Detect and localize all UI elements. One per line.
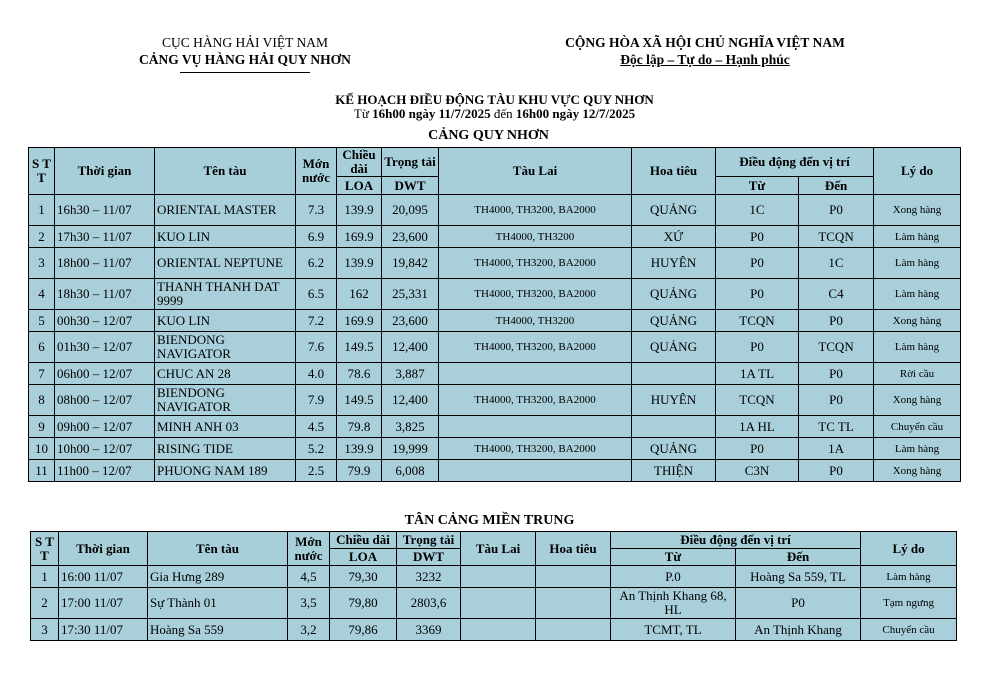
national-header xyxy=(535,34,875,68)
col-stt: S T T xyxy=(31,532,59,566)
cell-dwt: 23,600 xyxy=(382,310,439,332)
port-authority-name: CẢNG VỤ HÀNG HẢI QUY NHƠN xyxy=(139,52,351,67)
cell-reason: Làm hàng xyxy=(874,248,961,279)
cell-to: TCQN xyxy=(799,226,874,248)
cell-dwt: 12,400 xyxy=(382,385,439,416)
cell-time: 10h00 – 12/07 xyxy=(55,438,155,460)
col-tonnage: Trọng tải xyxy=(397,532,461,549)
table-row xyxy=(31,588,957,619)
cell-time: 17h30 – 11/07 xyxy=(55,226,155,248)
cell-to: P0 xyxy=(736,588,861,619)
table-row xyxy=(29,226,961,248)
section-title-cang-quy-nhon: CẢNG QUY NHƠN xyxy=(428,128,549,143)
cell-tug: TH4000, TH3200 xyxy=(439,226,632,248)
cell-dwt: 20,095 xyxy=(382,195,439,226)
table-row xyxy=(31,619,957,641)
cell-time: 09h00 – 12/07 xyxy=(55,416,155,438)
col-tug: Tàu Lai xyxy=(461,532,536,566)
cell-dwt: 6,008 xyxy=(382,460,439,482)
table-row xyxy=(29,416,961,438)
cell-reason: Làm hàng xyxy=(874,332,961,363)
cell-draft: 4,5 xyxy=(288,566,330,588)
table-row xyxy=(29,363,961,385)
cell-loa: 139.9 xyxy=(337,248,382,279)
cell-dwt: 25,331 xyxy=(382,279,439,310)
cell-pilot xyxy=(632,416,716,438)
cell-dwt: 3,887 xyxy=(382,363,439,385)
cell-draft: 7.6 xyxy=(296,332,337,363)
national-motto: Độc lập – Tự do – Hạnh phúc xyxy=(620,52,790,67)
cell-pilot: HUYÊN xyxy=(632,385,716,416)
cell-reason: Rời cầu xyxy=(874,363,961,385)
table-row xyxy=(29,310,961,332)
table-row xyxy=(31,566,957,588)
col-pilot: Hoa tiêu xyxy=(536,532,611,566)
cell-ship: PHUONG NAM 189 xyxy=(155,460,296,482)
cell-stt: 3 xyxy=(31,619,59,641)
cell-time: 18h00 – 11/07 xyxy=(55,248,155,279)
col-time: Thời gian xyxy=(59,532,148,566)
cell-draft: 3,5 xyxy=(288,588,330,619)
col-draft: Mớn nước xyxy=(288,532,330,566)
cell-to: C4 xyxy=(799,279,874,310)
col-move: Điều động đến vị trí xyxy=(611,532,861,549)
cell-ship: Gia Hưng 289 xyxy=(148,566,288,588)
schedule-rows-tan-cang-mien-trung xyxy=(31,566,957,641)
cell-ship: ORIENTAL MASTER xyxy=(155,195,296,226)
section-title-tan-cang-mien-trung: TÂN CẢNG MIỀN TRUNG xyxy=(404,513,575,528)
cell-time: 18h30 – 11/07 xyxy=(55,279,155,310)
cell-ship: ORIENTAL NEPTUNE xyxy=(155,248,296,279)
cell-tug xyxy=(439,363,632,385)
col-length: Chiều dài xyxy=(337,148,382,177)
table-row xyxy=(29,460,961,482)
cell-ship: BIENDONG NAVIGATOR xyxy=(155,332,296,363)
cell-ship: CHUC AN 28 xyxy=(155,363,296,385)
cell-pilot xyxy=(536,588,611,619)
cell-reason: Làm hàng xyxy=(874,226,961,248)
cell-tug xyxy=(461,566,536,588)
cell-loa: 169.9 xyxy=(337,226,382,248)
cell-stt: 8 xyxy=(29,385,55,416)
cell-stt: 9 xyxy=(29,416,55,438)
cell-loa: 169.9 xyxy=(337,310,382,332)
cell-to: P0 xyxy=(799,310,874,332)
cell-pilot: HUYÊN xyxy=(632,248,716,279)
col-to: Đến xyxy=(799,177,874,195)
cell-loa: 149.5 xyxy=(337,385,382,416)
cell-reason: Xong hàng xyxy=(874,310,961,332)
col-ship: Tên tàu xyxy=(148,532,288,566)
cell-from: P0 xyxy=(716,438,799,460)
col-from: Từ xyxy=(716,177,799,195)
cell-to: TC TL xyxy=(799,416,874,438)
col-ship: Tên tàu xyxy=(155,148,296,195)
cell-from: TCQN xyxy=(716,310,799,332)
cell-reason: Tạm ngưng xyxy=(861,588,957,619)
cell-draft: 2.5 xyxy=(296,460,337,482)
cell-from: P0 xyxy=(716,248,799,279)
cell-to: 1C xyxy=(799,248,874,279)
cell-stt: 6 xyxy=(29,332,55,363)
table-row xyxy=(29,279,961,310)
table-row xyxy=(29,248,961,279)
cell-loa: 78.6 xyxy=(337,363,382,385)
col-loa: LOA xyxy=(330,549,397,566)
cell-loa: 79,80 xyxy=(330,588,397,619)
cell-to: P0 xyxy=(799,195,874,226)
cell-stt: 1 xyxy=(29,195,55,226)
col-time: Thời gian xyxy=(55,148,155,195)
cell-stt: 7 xyxy=(29,363,55,385)
cell-tug: TH4000, TH3200, BA2000 xyxy=(439,248,632,279)
cell-draft: 6.9 xyxy=(296,226,337,248)
cell-pilot xyxy=(536,619,611,641)
table-row xyxy=(29,195,961,226)
cell-ship: KUO LIN xyxy=(155,310,296,332)
cell-dwt: 3232 xyxy=(397,566,461,588)
cell-to: 1A xyxy=(799,438,874,460)
cell-dwt: 19,999 xyxy=(382,438,439,460)
cell-dwt: 12,400 xyxy=(382,332,439,363)
cell-draft: 4.5 xyxy=(296,416,337,438)
cell-from: 1A TL xyxy=(716,363,799,385)
document-period: Từ 16h00 ngày 11/7/2025 đến 16h00 ngày 12/7/2025 xyxy=(353,106,636,121)
cell-draft: 6.5 xyxy=(296,279,337,310)
cell-time: 08h00 – 12/07 xyxy=(55,385,155,416)
cell-ship: RISING TIDE xyxy=(155,438,296,460)
cell-loa: 149.5 xyxy=(337,332,382,363)
cell-reason: Làm hàng xyxy=(874,279,961,310)
cell-from: TCMT, TL xyxy=(611,619,736,641)
period-start: 16h00 ngày 11/7/2025 xyxy=(372,106,491,121)
cell-tug: TH4000, TH3200, BA2000 xyxy=(439,332,632,363)
cell-dwt: 19,842 xyxy=(382,248,439,279)
header-divider xyxy=(180,72,310,73)
cell-loa: 139.9 xyxy=(337,195,382,226)
col-pilot: Hoa tiêu xyxy=(632,148,716,195)
cell-pilot: QUẢNG xyxy=(632,438,716,460)
cell-pilot: THIỆN xyxy=(632,460,716,482)
cell-to: P0 xyxy=(799,460,874,482)
col-to: Đến xyxy=(736,549,861,566)
cell-from: P0 xyxy=(716,226,799,248)
cell-pilot: QUẢNG xyxy=(632,332,716,363)
cell-tug xyxy=(439,460,632,482)
cell-dwt: 3369 xyxy=(397,619,461,641)
table-row xyxy=(29,438,961,460)
cell-from: C3N xyxy=(716,460,799,482)
cell-draft: 7.3 xyxy=(296,195,337,226)
col-dwt: DWT xyxy=(382,177,439,195)
cell-to: P0 xyxy=(799,385,874,416)
cell-draft: 7.2 xyxy=(296,310,337,332)
cell-to: P0 xyxy=(799,363,874,385)
cell-stt: 2 xyxy=(29,226,55,248)
cell-stt: 2 xyxy=(31,588,59,619)
cell-pilot xyxy=(536,566,611,588)
col-tonnage: Trọng tải xyxy=(382,148,439,177)
cell-from: P0 xyxy=(716,332,799,363)
schedule-table-tan-cang-mien-trung xyxy=(30,531,957,641)
country-name: CỘNG HÒA XÃ HỘI CHỦ NGHĨA VIỆT NAM xyxy=(565,35,845,50)
col-reason: Lý do xyxy=(874,148,961,195)
cell-time: 11h00 – 12/07 xyxy=(55,460,155,482)
cell-ship: Hoàng Sa 559 xyxy=(148,619,288,641)
cell-tug xyxy=(461,588,536,619)
cell-pilot: QUẢNG xyxy=(632,279,716,310)
cell-time: 17:30 11/07 xyxy=(59,619,148,641)
cell-tug xyxy=(439,416,632,438)
col-move: Điều động đến vị trí xyxy=(716,148,874,177)
cell-loa: 139.9 xyxy=(337,438,382,460)
document-title: KẾ HOẠCH ĐIỀU ĐỘNG TÀU KHU VỰC QUY NHƠN xyxy=(335,92,654,107)
cell-stt: 1 xyxy=(31,566,59,588)
cell-stt: 11 xyxy=(29,460,55,482)
cell-time: 17:00 11/07 xyxy=(59,588,148,619)
cell-tug: TH4000, TH3200, BA2000 xyxy=(439,438,632,460)
cell-reason: Xong hàng xyxy=(874,460,961,482)
cell-loa: 162 xyxy=(337,279,382,310)
agency-header xyxy=(110,34,380,73)
col-reason: Lý do xyxy=(861,532,957,566)
cell-tug xyxy=(461,619,536,641)
col-dwt: DWT xyxy=(397,549,461,566)
col-length: Chiều dài xyxy=(330,532,397,549)
cell-draft: 7.9 xyxy=(296,385,337,416)
table-row xyxy=(29,332,961,363)
schedule-rows-cang-quy-nhon xyxy=(29,195,961,482)
table-row xyxy=(29,385,961,416)
cell-time: 01h30 – 12/07 xyxy=(55,332,155,363)
cell-to: TCQN xyxy=(799,332,874,363)
cell-reason: Làm hàng xyxy=(861,566,957,588)
cell-time: 06h00 – 12/07 xyxy=(55,363,155,385)
schedule-table-cang-quy-nhon xyxy=(28,147,961,482)
cell-stt: 5 xyxy=(29,310,55,332)
cell-draft: 3,2 xyxy=(288,619,330,641)
cell-reason: Chuyển cầu xyxy=(874,416,961,438)
cell-stt: 3 xyxy=(29,248,55,279)
cell-tug: TH4000, TH3200, BA2000 xyxy=(439,385,632,416)
col-stt: S T T xyxy=(29,148,55,195)
cell-dwt: 2803,6 xyxy=(397,588,461,619)
cell-reason: Làm hàng xyxy=(874,438,961,460)
cell-from: P.0 xyxy=(611,566,736,588)
cell-tug: TH4000, TH3200 xyxy=(439,310,632,332)
cell-to: Hoàng Sa 559, TL xyxy=(736,566,861,588)
cell-time: 00h30 – 12/07 xyxy=(55,310,155,332)
cell-ship: Sự Thành 01 xyxy=(148,588,288,619)
cell-draft: 6.2 xyxy=(296,248,337,279)
col-draft: Mớn nước xyxy=(296,148,337,195)
cell-pilot xyxy=(632,363,716,385)
cell-from: 1A HL xyxy=(716,416,799,438)
col-loa: LOA xyxy=(337,177,382,195)
cell-tug: TH4000, TH3200, BA2000 xyxy=(439,195,632,226)
period-end: 16h00 ngày 12/7/2025 xyxy=(515,106,636,121)
cell-reason: Chuyển cầu xyxy=(861,619,957,641)
cell-loa: 79,30 xyxy=(330,566,397,588)
agency-name: CỤC HÀNG HẢI VIỆT NAM xyxy=(161,35,328,50)
col-tug: Tàu Lai xyxy=(439,148,632,195)
cell-stt: 10 xyxy=(29,438,55,460)
cell-to: An Thịnh Khang xyxy=(736,619,861,641)
cell-dwt: 3,825 xyxy=(382,416,439,438)
cell-pilot: XỨ xyxy=(632,226,716,248)
cell-pilot: QUẢNG xyxy=(632,310,716,332)
cell-ship: MINH ANH 03 xyxy=(155,416,296,438)
cell-stt: 4 xyxy=(29,279,55,310)
cell-loa: 79.8 xyxy=(337,416,382,438)
col-from: Từ xyxy=(611,549,736,566)
cell-from: P0 xyxy=(716,279,799,310)
cell-ship: BIENDONG NAVIGATOR xyxy=(155,385,296,416)
cell-time: 16:00 11/07 xyxy=(59,566,148,588)
cell-ship: THANH THANH DAT 9999 xyxy=(155,279,296,310)
cell-draft: 5.2 xyxy=(296,438,337,460)
cell-from: An Thịnh Khang 68, HL xyxy=(611,588,736,619)
cell-from: TCQN xyxy=(716,385,799,416)
cell-from: 1C xyxy=(716,195,799,226)
cell-reason: Xong hàng xyxy=(874,385,961,416)
cell-draft: 4.0 xyxy=(296,363,337,385)
cell-loa: 79.9 xyxy=(337,460,382,482)
cell-ship: KUO LIN xyxy=(155,226,296,248)
cell-time: 16h30 – 11/07 xyxy=(55,195,155,226)
cell-reason: Xong hàng xyxy=(874,195,961,226)
cell-loa: 79,86 xyxy=(330,619,397,641)
cell-dwt: 23,600 xyxy=(382,226,439,248)
cell-tug: TH4000, TH3200, BA2000 xyxy=(439,279,632,310)
cell-pilot: QUẢNG xyxy=(632,195,716,226)
